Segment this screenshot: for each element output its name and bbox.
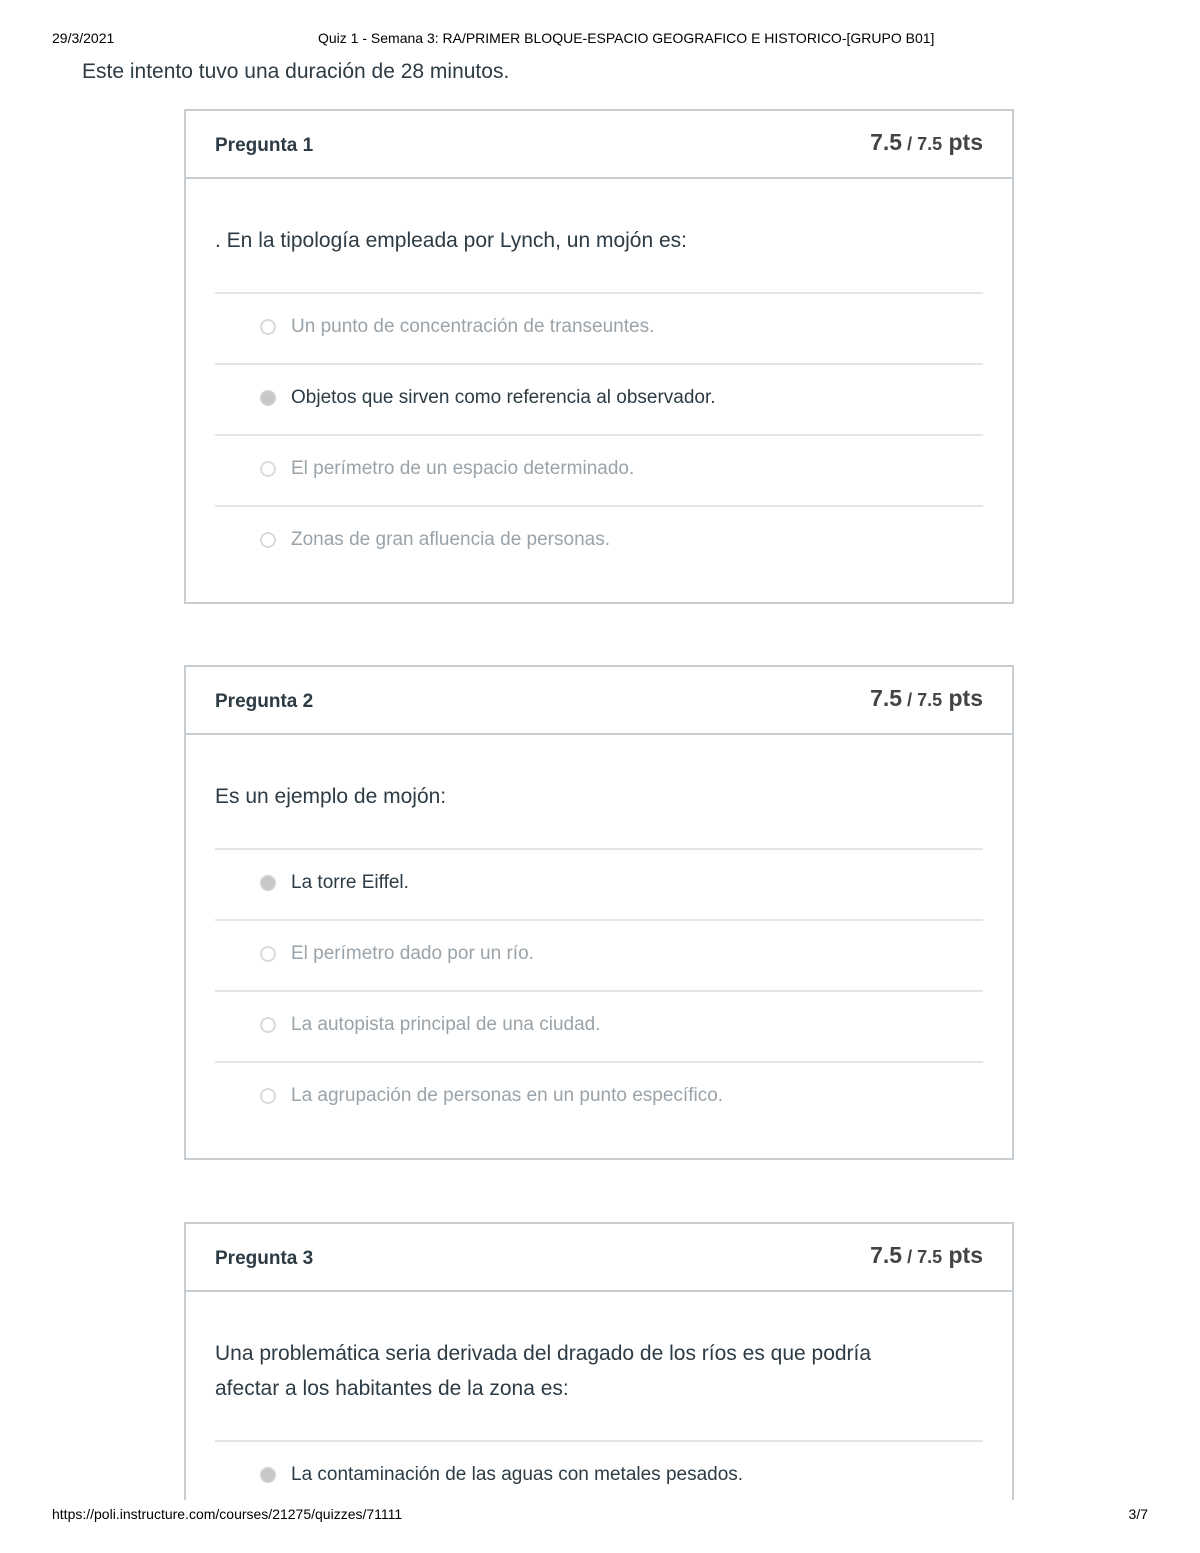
question-text-line: Una problemática seria derivada del dragado de los ríos es que podría [215,1342,872,1365]
radio-button[interactable] [260,1017,276,1033]
answer-label: La torre Eiffel. [291,872,409,893]
points-score: 7.5 [870,685,903,711]
question-1 [184,109,1014,604]
points-score: 7.5 [870,1242,903,1268]
question-text [215,1292,983,1440]
answer-option-selected[interactable] [215,363,983,434]
question-title: Pregunta 1 [215,135,314,156]
question-text: Es un ejemplo de mojón: [215,785,447,808]
question-header [186,111,1012,179]
print-footer [52,1506,1148,1526]
answer-option[interactable] [215,1061,983,1132]
question-text: . En la tipología empleada por Lynch, un mojón es: [215,229,688,252]
question-points [870,1242,983,1269]
points-score: 7.5 [870,129,903,155]
question-points [870,685,983,712]
answer-label: El perímetro dado por un río. [291,943,534,964]
radio-button[interactable] [260,946,276,962]
attempt-duration: Este intento tuvo una duración de 28 minutos. [82,60,510,83]
question-3 [184,1222,1014,1500]
answer-option-selected[interactable] [215,848,983,919]
answer-label: Un punto de concentración de transeuntes. [291,316,655,337]
question-title: Pregunta 3 [215,1248,314,1269]
question-2 [184,665,1014,1160]
answer-label: Zonas de gran afluencia de personas. [291,529,610,550]
print-header [52,30,1148,50]
points-max: / 7.5 [902,1247,943,1267]
question-text-line: afectar a los habitantes de la zona es: [215,1377,569,1400]
answer-option-selected[interactable] [215,1440,983,1511]
radio-button-selected[interactable] [260,390,276,406]
answer-option[interactable] [215,505,983,576]
print-title: Quiz 1 - Semana 3: RA/PRIMER BLOQUE-ESPACIO GEOGRAFICO E HISTORICO-[GRUPO B01] [318,30,935,46]
answer-label: Objetos que sirven como referencia al observador. [291,387,716,408]
radio-button[interactable] [260,532,276,548]
radio-button[interactable] [260,1088,276,1104]
print-url: https://poli.instructure.com/courses/21275/quizzes/71111 [52,1506,403,1522]
answer-option[interactable] [215,990,983,1061]
points-unit: pts [942,129,983,155]
points-max: / 7.5 [902,134,943,154]
question-header [186,667,1012,735]
radio-button[interactable] [260,319,276,335]
answer-option[interactable] [215,292,983,363]
answer-label: La contaminación de las aguas con metales pesados. [291,1464,744,1485]
question-header [186,1224,1012,1292]
points-max: / 7.5 [902,690,943,710]
answer-option[interactable] [215,434,983,505]
answer-label: La agrupación de personas en un punto específico. [291,1085,724,1106]
points-unit: pts [942,1242,983,1268]
radio-button-selected[interactable] [260,1467,276,1483]
question-points [870,129,983,156]
radio-button-selected[interactable] [260,875,276,891]
points-unit: pts [942,685,983,711]
answer-label: El perímetro de un espacio determinado. [291,458,635,479]
answer-label: La autopista principal de una ciudad. [291,1014,601,1035]
answer-option[interactable] [215,919,983,990]
print-date: 29/3/2021 [52,30,115,46]
question-title: Pregunta 2 [215,691,314,712]
page-number: 3/7 [1128,1506,1148,1522]
radio-button[interactable] [260,461,276,477]
